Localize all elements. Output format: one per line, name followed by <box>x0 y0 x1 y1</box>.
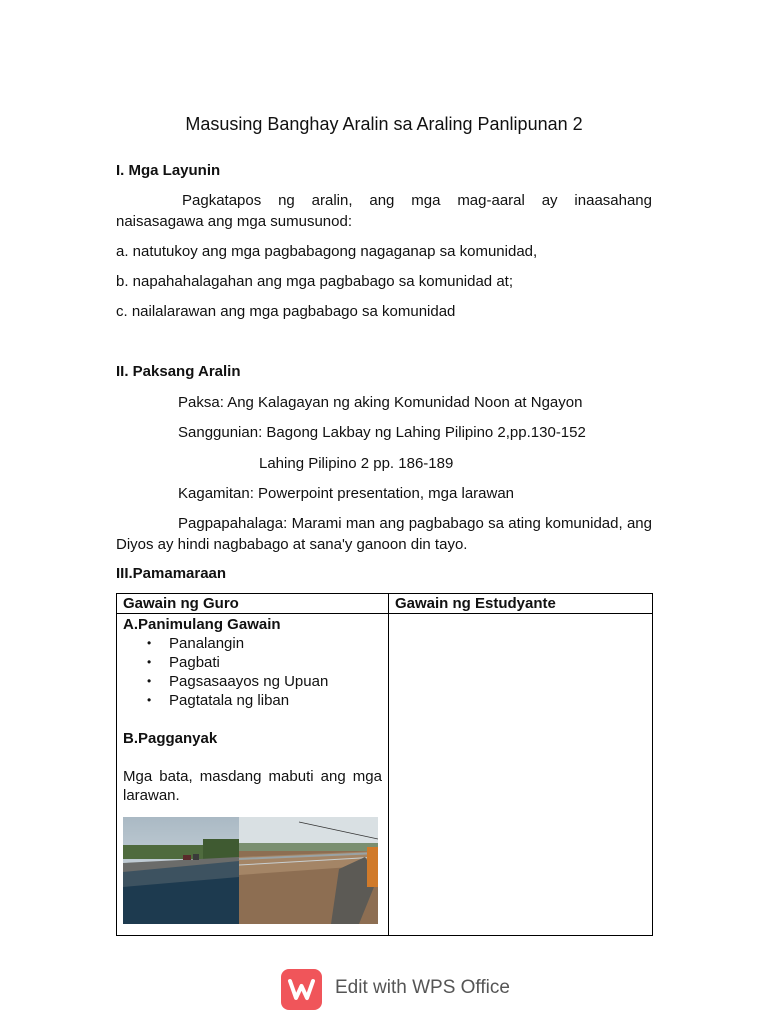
flood-photo <box>239 817 378 924</box>
kagamitan-line: Kagamitan: Powerpoint presentation, mga larawan <box>178 485 515 502</box>
sanggunian-line: Sanggunian: Bagong Lakbay ng Lahing Pilipino 2,pp.130-152 <box>178 424 586 441</box>
layunin-intro: Pagkatapos ng aralin, ang mga mag-aaral ay inaasahang naisasagawa ang mga sumusunod: <box>116 192 652 230</box>
header-gawain-guro: Gawain ng Guro <box>117 594 389 614</box>
objective-b: b. napahahalagahan ang mga pagbabago sa komunidad at; <box>116 273 513 290</box>
table-header-row <box>117 594 653 614</box>
pagganyak-text: Mga bata, masdang mabuti ang mga larawan. <box>123 768 382 804</box>
objective-c: c. nailalarawan ang mga pagbabago sa komunidad <box>116 303 456 320</box>
list-item: • Pagbati <box>169 653 382 672</box>
estudyante-cell <box>389 614 653 936</box>
header-gawain-estudyante: Gawain ng Estudyante <box>389 594 653 614</box>
section-layunin-heading: I. Mga Layunin <box>116 162 221 179</box>
pagganyak-images <box>123 817 382 924</box>
table-row <box>117 614 653 936</box>
list-item: • Pagtatala ng liban <box>169 691 382 710</box>
wps-logo-icon <box>281 969 322 1010</box>
list-item: • Pagsasaayos ng Upuan <box>169 672 382 691</box>
document-title: Masusing Banghay Aralin sa Araling Panlipunan 2 <box>185 114 583 134</box>
objective-a: a. natutukoy ang mga pagbabagong nagaganap sa komunidad, <box>116 243 538 260</box>
section-paksang-aralin-heading: II. Paksang Aralin <box>116 363 241 380</box>
guro-cell <box>117 614 389 936</box>
panimulang-gawain-list <box>123 634 382 710</box>
pagganyak-heading: B.Pagganyak <box>123 730 218 747</box>
road-photo <box>123 817 239 924</box>
pamamaraan-table <box>116 593 653 936</box>
wps-edit-button[interactable] <box>281 969 511 1011</box>
paksa-line: Paksa: Ang Kalagayan ng aking Komunidad Noon at Ngayon <box>178 394 583 411</box>
pagpapahalaga-paragraph: Pagpapahalaga: Marami man ang pagbabago sa ating komunidad, ang Diyos ay hindi nagbabago at sana'y ganoon din tayo. <box>116 515 652 553</box>
panimulang-gawain-heading: A.Panimulang Gawain <box>123 616 281 633</box>
wps-label[interactable]: Edit with WPS Office <box>335 977 510 998</box>
list-item: • Panalangin <box>169 634 382 653</box>
section-pamamaraan-heading: III.Pamamaraan <box>116 565 227 582</box>
sanggunian-line-2: Lahing Pilipino 2 pp. 186-189 <box>259 455 454 472</box>
